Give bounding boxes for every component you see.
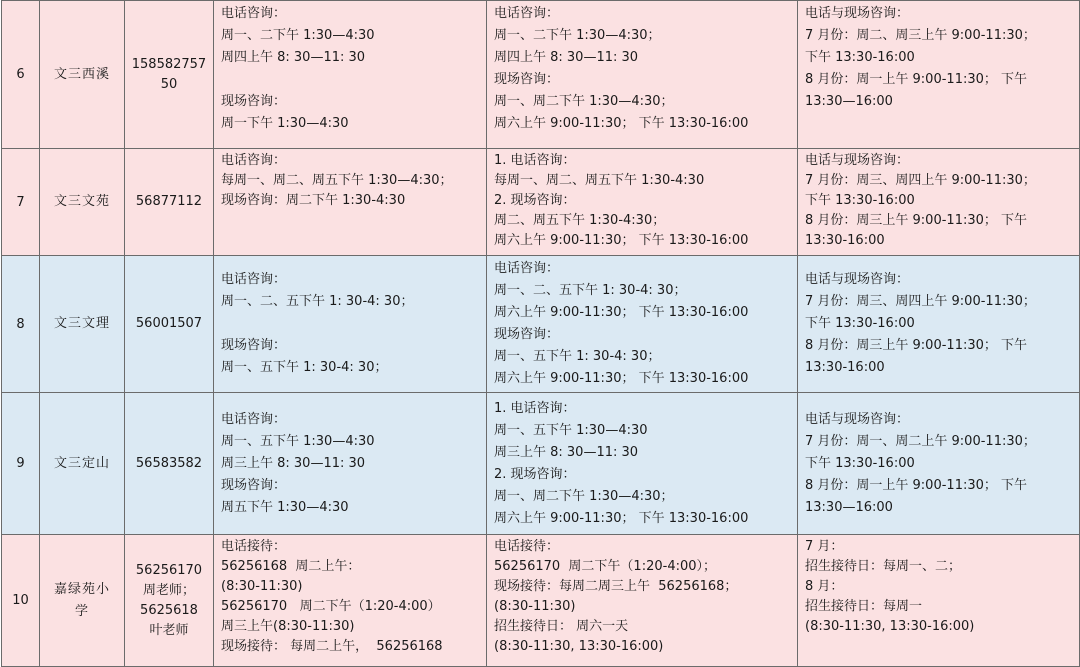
schedule-line: 下午 13:30-16:00 xyxy=(805,193,915,208)
july-schedule xyxy=(487,393,798,535)
schedule-line: 56256168 周二上午： xyxy=(221,559,361,574)
table-row xyxy=(2,393,1080,535)
schedule-line: 7 月份：周二、周三上午 9:00-11:30； xyxy=(805,28,1036,43)
schedule-line: 现场咨询： xyxy=(221,338,287,353)
schedule-line: 2. 现场咨询： xyxy=(494,193,576,208)
schedule-line: 周一、二、五下午 1: 30-4: 30； xyxy=(221,294,414,309)
schedule-line: 周一、五下午 1: 30-4: 30； xyxy=(221,360,388,375)
row-number: 10 xyxy=(2,535,40,667)
schedule-line: 周一、五下午 1: 30-4: 30； xyxy=(494,349,661,364)
phone-line: 周老师； xyxy=(142,582,195,598)
table-row xyxy=(2,1,1080,149)
schedule-line: 7 月份：周一、周二上午 9:00-11:30； xyxy=(805,433,1036,449)
schedule-line: 7 月份：周三、周四上午 9:00-11:30； xyxy=(805,294,1036,309)
schedule-line: 电话咨询： xyxy=(494,6,560,21)
schedule-line: 现场接待： 每周二上午， 56256168 xyxy=(221,639,443,654)
summer-schedule xyxy=(798,256,1080,393)
schedule-line: 周一、二下午 1:30—4:30； xyxy=(494,28,661,43)
schedule-line: 现场咨询： xyxy=(494,327,560,342)
phone-line: 56877112 xyxy=(135,194,203,209)
schedule-line: 周一下午 1:30—4:30 xyxy=(221,116,349,131)
july-schedule xyxy=(487,256,798,393)
schedule-line: 13:30-16:00 xyxy=(805,233,885,248)
row-number: 9 xyxy=(2,393,40,535)
summer-schedule xyxy=(798,535,1080,667)
schedule-line: 电话咨询： xyxy=(221,153,287,168)
table-row xyxy=(2,149,1080,256)
schedule-line: 周五下午 1:30—4:30 xyxy=(221,499,349,515)
schedule-line xyxy=(221,313,480,335)
schedule-line: 下午 13:30-16:00 xyxy=(805,50,915,65)
current-schedule xyxy=(214,256,487,393)
schedule-line: 电话接待： xyxy=(221,539,287,554)
phone-line: 158582757 xyxy=(131,56,207,72)
schedule-line: 周一、周二下午 1:30—4:30； xyxy=(494,488,674,504)
summer-schedule xyxy=(798,393,1080,535)
schedule-line: 8 月： xyxy=(805,579,844,594)
july-schedule xyxy=(487,1,798,149)
current-schedule xyxy=(214,393,487,535)
schedule-line: 7 月： xyxy=(805,539,844,554)
schedule-line: 8 月份：周一上午 9:00-11:30； 下午 xyxy=(805,477,1028,493)
school-name xyxy=(40,1,125,149)
current-schedule xyxy=(214,1,487,149)
schedule-line: 电话咨询： xyxy=(221,6,287,21)
schedule-line: 周四上午 8: 30—11: 30 xyxy=(221,50,366,65)
schedule-line: 招生接待日：每周一、二； xyxy=(805,559,962,574)
phone-line: 56001507 xyxy=(135,316,203,331)
schedule-line: 13:30—16:00 xyxy=(805,94,893,109)
schedule-line: 13:30—16:00 xyxy=(805,499,893,515)
schedule-line: 8 月份：周三上午 9:00-11:30； 下午 xyxy=(805,338,1028,353)
schedule-line: 周六上午 9:00-11:30； 下午 13:30-16:00 xyxy=(494,305,749,320)
july-schedule xyxy=(487,149,798,256)
schedule-line: 周一、周二下午 1:30—4:30； xyxy=(494,94,674,109)
schedule-line: 周六上午 9:00-11:30； 下午 13:30-16:00 xyxy=(494,233,749,248)
schedule-line: 2. 现场咨询： xyxy=(494,466,576,482)
schedule-line: 1. 电话咨询： xyxy=(494,400,576,416)
schedule-line: 电话与现场咨询： xyxy=(805,153,910,168)
schedule-line: 周六上午 9:00-11:30； 下午 13:30-16:00 xyxy=(494,116,749,131)
school-name xyxy=(40,535,125,667)
schedule-line: 7 月份：周三、周四上午 9:00-11:30； xyxy=(805,173,1036,188)
schedule-line: 电话与现场咨询： xyxy=(805,272,910,287)
contact-phone xyxy=(125,256,214,393)
school-name-line: 文三文理 xyxy=(53,316,110,331)
schedule-line: 周一、二下午 1:30—4:30 xyxy=(221,28,375,43)
schedule-line: 招生接待日： 周六一天 xyxy=(494,619,629,634)
schedule-line: 周三上午 8: 30—11: 30 xyxy=(221,455,366,471)
schedule-line: 周一、五下午 1:30—4:30 xyxy=(494,422,648,438)
schedule-line: 13:30-16:00 xyxy=(805,360,885,375)
school-name-line: 嘉绿苑小 xyxy=(53,581,110,597)
schedule-line: 现场咨询： xyxy=(221,477,287,493)
school-name xyxy=(40,149,125,256)
schedule-line: (8:30-11:30) xyxy=(494,599,576,614)
schedule-line: 1. 电话咨询： xyxy=(494,153,576,168)
schedule-line: 招生接待日：每周一 xyxy=(805,599,923,614)
current-schedule xyxy=(214,535,487,667)
schedule-line: (8:30-11:30, 13:30-16:00) xyxy=(494,639,664,654)
phone-line: 56256170 xyxy=(135,562,203,578)
contact-phone xyxy=(125,393,214,535)
summer-schedule xyxy=(798,149,1080,256)
schedule-line: 周三上午(8:30-11:30) xyxy=(221,619,355,634)
schedule-line: 每周一、周二、周五下午 1:30-4:30 xyxy=(494,173,705,188)
school-name xyxy=(40,393,125,535)
school-name xyxy=(40,256,125,393)
schedule-line: 现场咨询：周二下午 1:30-4:30 xyxy=(221,193,406,208)
schedule-line: 电话接待： xyxy=(494,539,560,554)
schedule-line: 电话咨询： xyxy=(494,261,560,276)
table-row xyxy=(2,535,1080,667)
row-number: 8 xyxy=(2,256,40,393)
schedule-line: 电话咨询： xyxy=(221,411,287,427)
schedule-line: 周一、五下午 1:30—4:30 xyxy=(221,433,375,449)
schedule-line: 周三上午 8: 30—11: 30 xyxy=(494,444,639,460)
phone-line: 5625618 xyxy=(140,602,198,618)
phone-line: 50 xyxy=(160,76,178,92)
schedule-line: 电话与现场咨询： xyxy=(805,6,910,21)
contact-phone xyxy=(125,1,214,149)
school-name-line: 文三文苑 xyxy=(53,194,110,209)
schedule-line: 周六上午 9:00-11:30； 下午 13:30-16:00 xyxy=(494,371,749,386)
schedule-line: (8:30-11:30, 13:30-16:00) xyxy=(805,619,975,634)
contact-phone xyxy=(125,535,214,667)
schedule-line: 电话与现场咨询： xyxy=(805,411,910,427)
summer-schedule xyxy=(798,1,1080,149)
schedule-line: 现场咨询： xyxy=(494,72,560,87)
schedule-line: 周四上午 8: 30—11: 30 xyxy=(494,50,639,65)
schedule-line: 下午 13:30-16:00 xyxy=(805,455,915,471)
schedule-line: 每周一、周二、周五下午 1:30—4:30； xyxy=(221,173,453,188)
schedule-line: 周二、周五下午 1:30-4:30； xyxy=(494,213,666,228)
schedule-line: 下午 13:30-16:00 xyxy=(805,316,915,331)
schedule-line: 8 月份：周三上午 9:00-11:30； 下午 xyxy=(805,213,1028,228)
schedule-line xyxy=(221,69,480,91)
row-number: 7 xyxy=(2,149,40,256)
schedule-line: 现场咨询： xyxy=(221,94,287,109)
school-name-line: 文三定山 xyxy=(53,455,110,471)
schedule-line: 56256170 周二下午（1:20-4:00）； xyxy=(494,559,717,574)
schedule-line: 电话咨询： xyxy=(221,272,287,287)
schedule-line: 周六上午 9:00-11:30； 下午 13:30-16:00 xyxy=(494,510,749,526)
july-schedule xyxy=(487,535,798,667)
schedule-line: (8:30-11:30) xyxy=(221,579,303,594)
phone-line: 叶老师 xyxy=(149,622,189,638)
contact-phone xyxy=(125,149,214,256)
schedule-line: 56256170 周二下午（1:20-4:00） xyxy=(221,599,441,614)
row-number: 6 xyxy=(2,1,40,149)
current-schedule xyxy=(214,149,487,256)
school-name-line: 学 xyxy=(74,603,89,619)
phone-line: 56583582 xyxy=(135,455,203,471)
schedule-line: 周一、二、五下午 1: 30-4: 30； xyxy=(494,283,687,298)
schedule-line: 8 月份：周一上午 9:00-11:30； 下午 xyxy=(805,72,1028,87)
school-name-line: 文三西溪 xyxy=(53,66,110,82)
schedule-line: 现场接待：每周二周三上午 56256168； xyxy=(494,579,738,594)
admission-consultation-table xyxy=(1,0,1080,667)
table-row xyxy=(2,256,1080,393)
